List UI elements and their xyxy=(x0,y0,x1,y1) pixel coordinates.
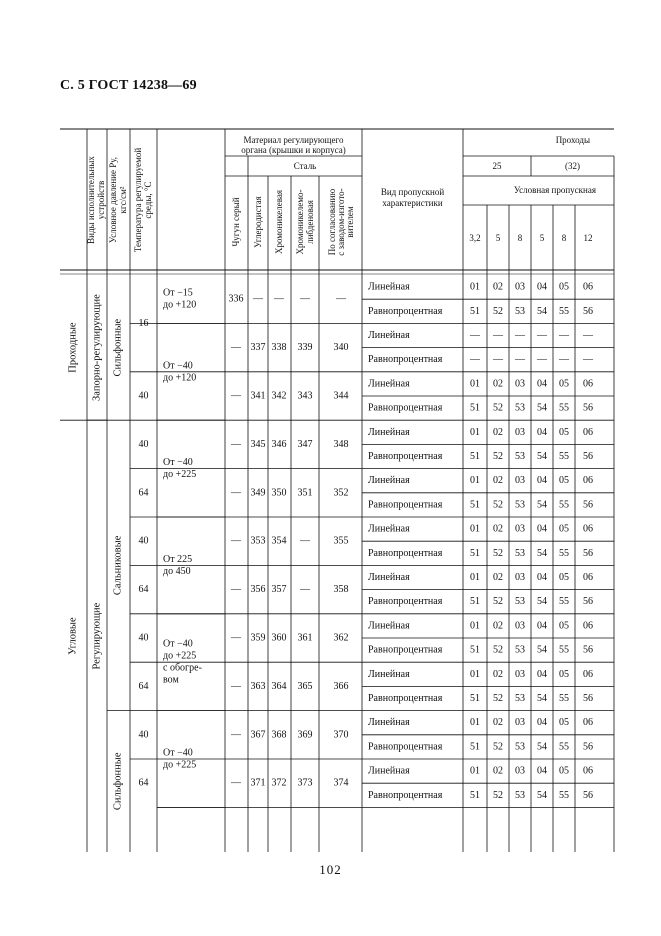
kv-code: 51 xyxy=(470,305,480,317)
kv-code: 54 xyxy=(537,644,547,656)
subgroup-label-reg: Регулирующие xyxy=(91,602,103,670)
kv-code: 53 xyxy=(515,402,525,414)
kv-code: 04 xyxy=(537,572,547,583)
material-code: — xyxy=(253,293,263,305)
subgroup-label-silfon: Сильфонные xyxy=(112,752,124,811)
kv-code: 04 xyxy=(537,717,547,729)
kv-code: 01 xyxy=(470,281,480,293)
kv-code: 02 xyxy=(493,426,503,438)
kv-code: 55 xyxy=(559,741,569,753)
characteristic-header: Вид пропускной xyxy=(380,187,445,197)
kv-code: 03 xyxy=(515,523,525,535)
kv-code: 54 xyxy=(537,305,547,317)
characteristic-name: Равнопроцентная xyxy=(368,789,443,801)
material-code: 346 xyxy=(271,438,287,450)
kv-code: 51 xyxy=(470,644,480,656)
kv-code: 01 xyxy=(470,765,480,777)
kv-code: — xyxy=(583,330,593,341)
steel-header: Сталь xyxy=(293,161,317,171)
kv-code: 56 xyxy=(583,499,593,511)
material-code: 347 xyxy=(297,438,313,450)
kv-code: 04 xyxy=(537,668,547,680)
kv-code: 54 xyxy=(537,547,547,559)
material-code: — xyxy=(231,584,241,596)
material-code: — xyxy=(300,535,310,547)
characteristic-name: Равнопроцентная xyxy=(368,644,443,656)
kv-code: 54 xyxy=(537,693,547,704)
material-code: — xyxy=(231,729,241,741)
kv-code: 55 xyxy=(559,451,569,462)
kv-code: — xyxy=(470,354,480,366)
characteristic-name: Линейная xyxy=(368,668,410,680)
kv-code: 04 xyxy=(537,523,547,535)
temperature-value: с обогре- xyxy=(163,662,202,674)
kv-code: 55 xyxy=(559,305,569,317)
material-code: 337 xyxy=(250,342,266,354)
kv-code: 55 xyxy=(559,402,569,414)
kv-code: 05 xyxy=(559,475,569,487)
kv-code: 01 xyxy=(470,523,480,535)
kv-code: 06 xyxy=(583,378,593,390)
kv-code: 05 xyxy=(559,668,569,680)
temperature-header: Температура регулируемой xyxy=(133,147,143,253)
material-code: — xyxy=(231,777,241,789)
material-code: 367 xyxy=(250,729,266,741)
material-code: 370 xyxy=(333,729,349,741)
kv-code: — xyxy=(537,354,547,366)
kv-code: 52 xyxy=(493,547,503,559)
material-code: 348 xyxy=(333,438,349,450)
kv-code: 51 xyxy=(470,547,480,559)
material-code: 351 xyxy=(297,487,313,499)
kv-code: 06 xyxy=(583,572,593,583)
kv-code: 55 xyxy=(559,499,569,511)
subgroup-label-zap-reg: Запорно-регулирующие xyxy=(91,294,103,401)
kv-code: 06 xyxy=(583,475,593,487)
temperature-value: до +225 xyxy=(163,759,197,771)
material-code: — xyxy=(231,390,241,402)
material-code: 345 xyxy=(250,438,266,450)
characteristic-name: Равнопроцентная xyxy=(368,547,443,559)
kv-code: 53 xyxy=(515,693,525,704)
kv-code: 02 xyxy=(493,765,503,777)
material-code: 339 xyxy=(297,342,313,354)
material-code: 369 xyxy=(297,729,313,741)
temperature-value: От 225 xyxy=(163,553,193,565)
kv-code: 04 xyxy=(537,765,547,777)
kv-code: 02 xyxy=(493,523,503,535)
kv-code: 01 xyxy=(470,668,480,680)
pressure-value: 40 xyxy=(138,729,149,741)
material-code: 357 xyxy=(271,584,287,596)
pressure-value: 40 xyxy=(138,390,149,402)
pressure-value: 64 xyxy=(138,584,149,596)
kv-code: 53 xyxy=(515,789,525,801)
kv-code: — xyxy=(559,354,569,366)
pressure-value: 64 xyxy=(138,777,149,789)
kv-code: 03 xyxy=(515,281,525,293)
kv-code: 55 xyxy=(559,596,569,608)
pressure-value: 64 xyxy=(138,680,149,692)
kv-code: 54 xyxy=(537,789,547,801)
kv-code: — xyxy=(493,354,503,366)
material-code: — xyxy=(231,487,241,499)
kv-code: 52 xyxy=(493,499,503,511)
kv-code: — xyxy=(470,330,480,341)
pressure-header: Условное давление Pу, xyxy=(108,156,118,244)
nominal-header: Условная пропускная xyxy=(513,185,596,195)
kv-code: 01 xyxy=(470,572,480,583)
temperature-value: до +225 xyxy=(163,650,197,662)
kv-code: 05 xyxy=(559,765,569,777)
material-header: Материал регулирующего xyxy=(243,135,344,145)
characteristic-name: Равнопроцентная xyxy=(368,402,443,414)
kv-code: 51 xyxy=(470,451,480,462)
kv-code: 05 xyxy=(559,378,569,390)
kv-code: 55 xyxy=(559,547,569,559)
material-header: органа (крышки и корпуса) xyxy=(241,145,346,155)
characteristic-name: Линейная xyxy=(368,426,410,438)
characteristic-name: Равнопроцентная xyxy=(368,354,443,366)
kv-code: 54 xyxy=(537,451,547,462)
kv-code: 56 xyxy=(583,547,593,559)
kv-code: 56 xyxy=(583,644,593,656)
material-code: 343 xyxy=(297,390,313,402)
kv-code: 02 xyxy=(493,281,503,293)
material-code: 359 xyxy=(250,632,266,644)
material-code: 358 xyxy=(333,584,349,596)
kv-code: 06 xyxy=(583,765,593,777)
kv-code: 52 xyxy=(493,402,503,414)
kv-code: 03 xyxy=(515,426,525,438)
material-code: 361 xyxy=(297,632,313,644)
material-code: 355 xyxy=(333,535,349,547)
material-code: 368 xyxy=(271,729,287,741)
kv-code: 51 xyxy=(470,693,480,704)
material-code: 371 xyxy=(250,777,266,789)
dn-value: (32) xyxy=(565,161,580,171)
subgroup-label-salnik: Сальниковые xyxy=(112,535,124,596)
material-code: 373 xyxy=(297,777,313,789)
material-code: 336 xyxy=(228,293,244,305)
material-code: 353 xyxy=(250,535,266,547)
kv-code: 04 xyxy=(537,426,547,438)
kv-value: 5 xyxy=(495,233,501,243)
kv-code: 56 xyxy=(583,596,593,608)
kv-code: 04 xyxy=(537,378,547,390)
characteristic-name: Линейная xyxy=(368,378,410,390)
temperature-value: до +120 xyxy=(163,372,197,384)
material-code: 349 xyxy=(250,487,266,499)
characteristic-name: Линейная xyxy=(368,281,410,293)
kv-code: 51 xyxy=(470,596,480,608)
characteristic-name: Равнопроцентная xyxy=(368,451,443,462)
kv-code: 51 xyxy=(470,741,480,753)
pressure-header: кгс/см² xyxy=(118,186,128,214)
kv-code: 02 xyxy=(493,475,503,487)
passages-header: Проходы xyxy=(555,135,590,145)
material-code: 354 xyxy=(271,535,287,547)
characteristic-name: Равнопроцентная xyxy=(368,741,443,753)
characteristic-name: Линейная xyxy=(368,620,410,632)
kv-code: 06 xyxy=(583,620,593,632)
temperature-value: до +120 xyxy=(163,299,197,311)
kv-code: 02 xyxy=(493,668,503,680)
kv-code: 51 xyxy=(470,499,480,511)
material-code: 338 xyxy=(271,342,287,354)
characteristic-name: Линейная xyxy=(368,572,410,583)
page-number: 102 xyxy=(319,862,342,877)
temperature-value: От −40 xyxy=(163,457,193,469)
kv-code: 02 xyxy=(493,572,503,583)
kv-code: 06 xyxy=(583,523,593,535)
kv-code: — xyxy=(515,354,525,366)
kv-code: 52 xyxy=(493,789,503,801)
kv-code: 52 xyxy=(493,451,503,462)
kv-code: 54 xyxy=(537,402,547,414)
kv-code: 56 xyxy=(583,693,593,704)
kv-code: 52 xyxy=(493,693,503,704)
kv-value: 8 xyxy=(517,233,523,243)
material-code: — xyxy=(231,438,241,450)
material-code: 362 xyxy=(333,632,349,644)
kv-value: 5 xyxy=(539,233,545,243)
characteristic-name: Равнопроцентная xyxy=(368,596,443,608)
material-col-header: вителем xyxy=(345,206,355,238)
kv-code: 04 xyxy=(537,475,547,487)
kv-code: 06 xyxy=(583,717,593,729)
kv-code: 06 xyxy=(583,281,593,293)
kv-code: 53 xyxy=(515,547,525,559)
temperature-value: вом xyxy=(163,674,179,686)
material-code: 365 xyxy=(297,680,313,692)
kv-value: 8 xyxy=(561,233,567,243)
pressure-value: 40 xyxy=(138,632,149,644)
material-code: — xyxy=(300,584,310,596)
kv-code: 03 xyxy=(515,765,525,777)
kv-code: — xyxy=(559,330,569,341)
kv-code: 55 xyxy=(559,693,569,704)
material-col-header: Чугун серый xyxy=(231,197,241,247)
kv-code: — xyxy=(583,354,593,366)
kv-code: 06 xyxy=(583,426,593,438)
kv-code: — xyxy=(515,330,525,341)
characteristic-name: Равнопроцентная xyxy=(368,693,443,704)
kv-code: 53 xyxy=(515,451,525,462)
kv-code: 54 xyxy=(537,741,547,753)
kv-code: 56 xyxy=(583,741,593,753)
material-code: 352 xyxy=(333,487,349,499)
temperature-value: до 450 xyxy=(163,565,191,577)
kv-code: 51 xyxy=(470,402,480,414)
pressure-value: 40 xyxy=(138,535,149,547)
kv-code: 53 xyxy=(515,644,525,656)
material-col-header: Хромоникелевая xyxy=(274,189,284,255)
material-code: 374 xyxy=(333,777,349,789)
kv-value: 3,2 xyxy=(469,233,481,243)
kv-code: 54 xyxy=(537,596,547,608)
kv-code: 01 xyxy=(470,475,480,487)
device-type-header: устройств xyxy=(96,180,106,220)
material-code: 344 xyxy=(333,390,349,402)
subgroup-label-silfon: Сильфонные xyxy=(112,318,124,377)
kv-value: 12 xyxy=(583,233,593,243)
kv-code: 01 xyxy=(470,426,480,438)
pressure-value: 64 xyxy=(138,487,149,499)
material-col-header: По согласованию xyxy=(327,188,337,256)
kv-code: 54 xyxy=(537,499,547,511)
kv-code: 04 xyxy=(537,620,547,632)
group-label-prohodnye: Проходные xyxy=(67,322,79,373)
characteristic-name: Равнопроцентная xyxy=(368,499,443,511)
material-col-header: либденовая xyxy=(305,200,315,244)
kv-code: 05 xyxy=(559,717,569,729)
kv-code: 05 xyxy=(559,572,569,583)
characteristic-name: Линейная xyxy=(368,765,410,777)
material-code: 341 xyxy=(250,390,266,402)
kv-code: 03 xyxy=(515,620,525,632)
characteristic-name: Равнопроцентная xyxy=(368,305,443,317)
kv-code: 53 xyxy=(515,499,525,511)
kv-code: 01 xyxy=(470,717,480,729)
temperature-value: От −40 xyxy=(163,360,193,372)
material-code: 356 xyxy=(250,584,266,596)
kv-code: 03 xyxy=(515,668,525,680)
kv-code: 02 xyxy=(493,620,503,632)
group-label-uglovye: Угловые xyxy=(67,617,79,655)
kv-code: 56 xyxy=(583,402,593,414)
kv-code: 53 xyxy=(515,596,525,608)
kv-code: 06 xyxy=(583,668,593,680)
kv-code: 55 xyxy=(559,644,569,656)
temperature-value: От −40 xyxy=(163,747,193,759)
pressure-value: 40 xyxy=(138,438,149,450)
kv-code: 05 xyxy=(559,620,569,632)
kv-code: 52 xyxy=(493,305,503,317)
kv-code: 52 xyxy=(493,596,503,608)
material-code: 340 xyxy=(333,342,349,354)
pressure-value: 16 xyxy=(138,317,149,329)
material-code: — xyxy=(231,680,241,692)
characteristic-name: Линейная xyxy=(368,330,410,341)
characteristic-name: Линейная xyxy=(368,717,410,729)
kv-code: — xyxy=(493,330,503,341)
material-code: — xyxy=(231,342,241,354)
device-type-header: Виды исполнительных xyxy=(86,156,96,244)
dn-value: 25 xyxy=(492,161,502,171)
kv-code: 56 xyxy=(583,451,593,462)
kv-code: 03 xyxy=(515,572,525,583)
material-code: 364 xyxy=(271,680,287,692)
material-code: 363 xyxy=(250,680,266,692)
temperature-value: до +225 xyxy=(163,469,197,481)
characteristic-name: Линейная xyxy=(368,523,410,535)
page-header: С. 5 ГОСТ 14238—69 xyxy=(60,78,197,93)
material-code: 350 xyxy=(271,487,287,499)
kv-code: 05 xyxy=(559,281,569,293)
material-code: 360 xyxy=(271,632,287,644)
kv-code: 56 xyxy=(583,305,593,317)
kv-code: 05 xyxy=(559,523,569,535)
material-code: — xyxy=(274,293,284,305)
characteristic-name: Линейная xyxy=(368,475,410,487)
kv-code: 04 xyxy=(537,281,547,293)
kv-code: 52 xyxy=(493,741,503,753)
material-code: 342 xyxy=(271,390,287,402)
kv-code: 55 xyxy=(559,789,569,801)
kv-code: 56 xyxy=(583,789,593,801)
kv-code: 03 xyxy=(515,717,525,729)
kv-code: 53 xyxy=(515,305,525,317)
kv-code: 51 xyxy=(470,789,480,801)
kv-code: — xyxy=(537,330,547,341)
material-code: 366 xyxy=(333,680,349,692)
kv-code: 53 xyxy=(515,741,525,753)
temperature-value: От −40 xyxy=(163,638,193,650)
kv-code: 52 xyxy=(493,644,503,656)
material-code: — xyxy=(231,535,241,547)
temperature-header: среды, °С xyxy=(143,181,153,219)
temperature-value: От −15 xyxy=(163,287,193,299)
material-col-header: Углеродистая xyxy=(253,196,263,248)
kv-code: 01 xyxy=(470,378,480,390)
characteristic-header: характеристики xyxy=(382,198,443,208)
material-col-header: Хромоникелемо- xyxy=(295,189,305,255)
kv-code: 02 xyxy=(493,378,503,390)
material-code: — xyxy=(300,293,310,305)
kv-code: 01 xyxy=(470,620,480,632)
material-code: — xyxy=(336,293,346,305)
kv-code: 03 xyxy=(515,378,525,390)
material-col-header: с заводом-изгото- xyxy=(336,188,346,256)
material-code: 372 xyxy=(271,777,287,789)
kv-code: 05 xyxy=(559,426,569,438)
kv-code: 03 xyxy=(515,475,525,487)
material-code: — xyxy=(231,632,241,644)
kv-code: 02 xyxy=(493,717,503,729)
